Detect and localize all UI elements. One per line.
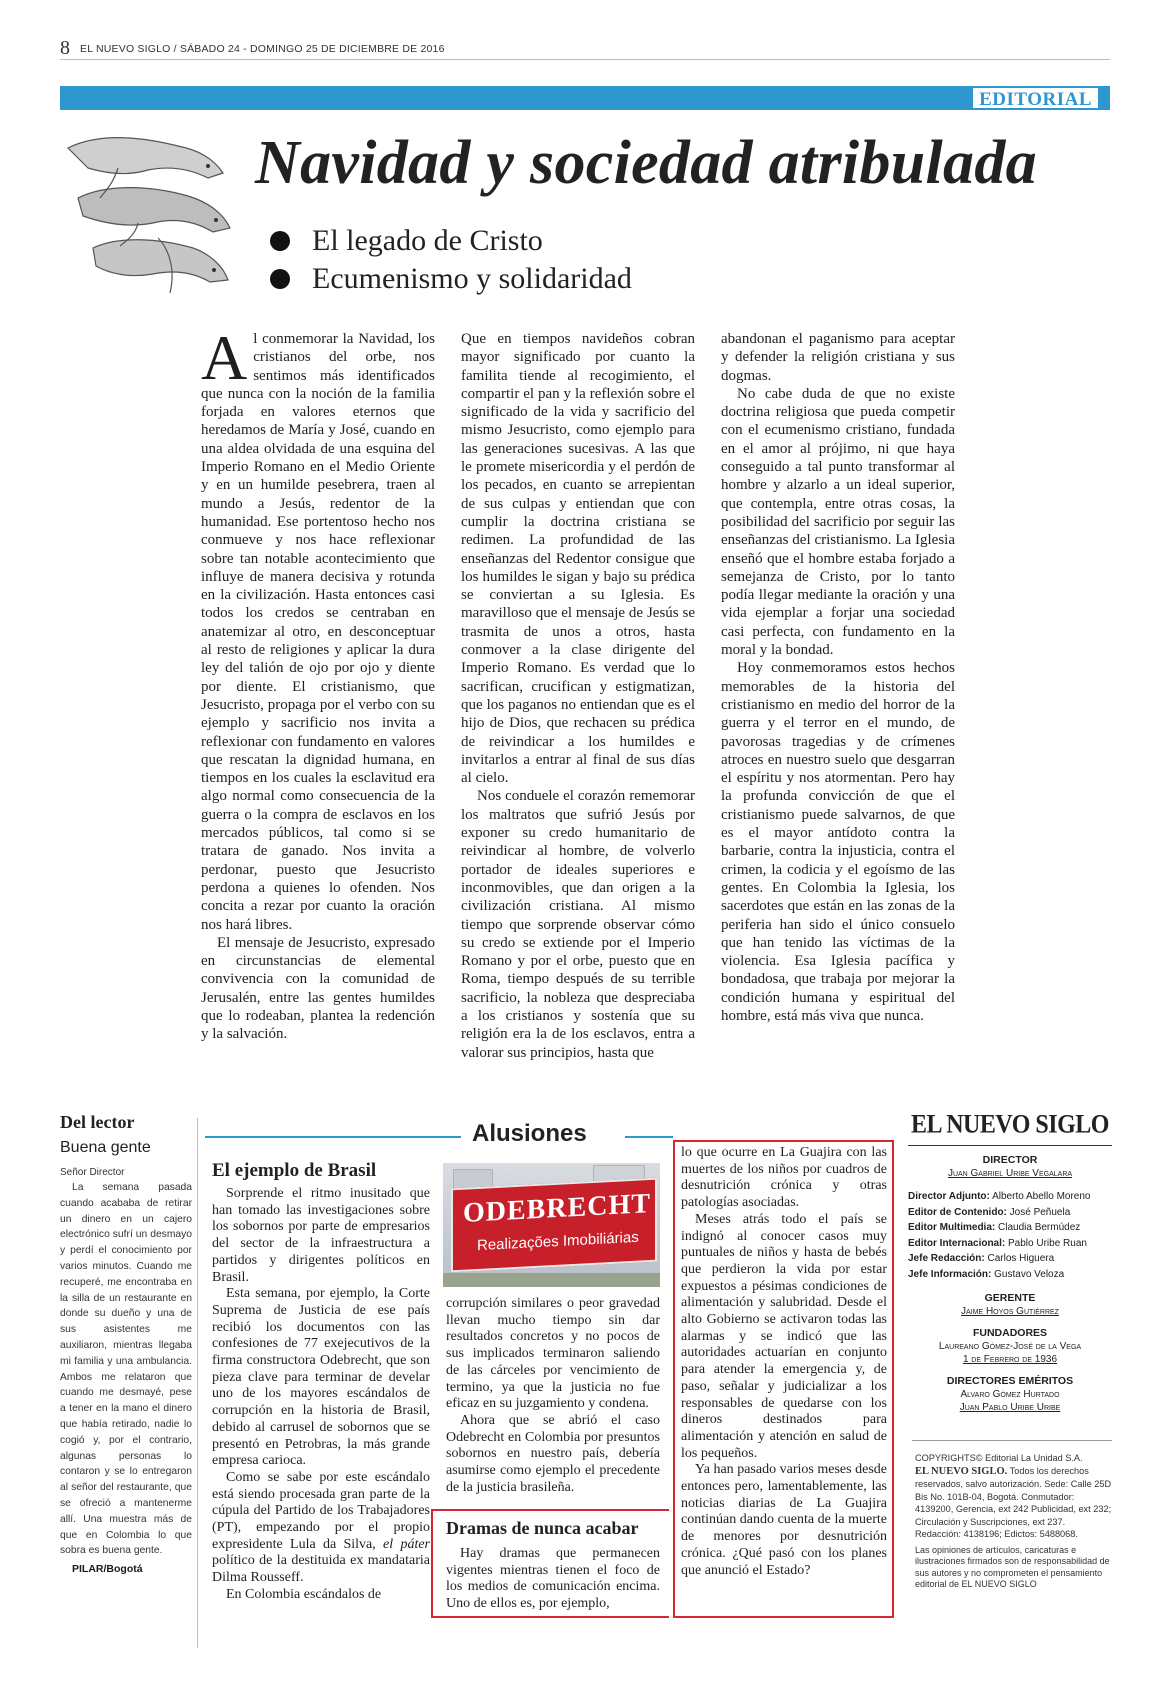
gerente-label: GERENTE [984, 1292, 1036, 1304]
paragraph: abandonan el paganismo para aceptar y defender la religión cristiana y sus dogmas. [721, 331, 955, 384]
odebrecht-subtitle: Realizações Imobiliárias [477, 1228, 639, 1255]
copyright-line: COPYRIGHTS© Editorial La Unidad S.A. [915, 1453, 1083, 1463]
staff-row: Director Adjunto: Alberto Abello Moreno [908, 1191, 1091, 1202]
paragraph: No cabe duda de que no existe doctrina religiosa que pueda competir con el ecumenismo cristiano, fundada en el amor al prójimo, ni que haya conseguido a tal punto transformar al hombre y alzarlo a un ideal superior, que contempla, entre otras cosas, la posibilidad del sacrificio por seguir las enseñanzas del cristianismo. La Iglesia enseñó que el hombre estaba forjado a semejanza de Cristo, por lo tanto podía llegar mediante la oración y una vida ejemplar a forjar una sociedad casi perfecta, con fundamento en la moral y la bondad. [721, 385, 955, 659]
brasil-heading: El ejemplo de Brasil [212, 1160, 377, 1181]
lector-signature: PILAR/Bogotá [72, 1563, 143, 1576]
dramas-heading: Dramas de nunca acabar [446, 1518, 639, 1538]
section-bar [60, 86, 1110, 110]
brasil-column [212, 1186, 430, 1604]
paragraph: Nos conduele el corazón rememorar los maltratos que sufrió Jesús por exponer su credo humanitario de reivindicar al hombre, de volverlo portador de ideales superiores e inconmovibles, que dan origen a la civilización cristiana. Al mismo tiempo que sorprende observar cómo su credo se extiende por el Imperio Romano y por el orbe, puesto que en Roma, tiempo después de su terrible sacrificio, la nobleza que despreciaba a los cristianos y sostenía que su religión era la de los esclavos, entra a valorar sus principios, hasta que [461, 788, 695, 1061]
drop-cap: A [201, 322, 248, 393]
page-folio [60, 38, 1110, 60]
bullet-item: El legado de Cristo [270, 222, 632, 260]
odebrecht-photo [443, 1163, 660, 1287]
paragraph: Hay dramas que permanecen vigentes mientras tienen el foco de los medios de comunicación encima. Uno de ellos es, por ejemplo, [446, 1546, 660, 1612]
column-divider [197, 1118, 198, 1648]
director-label: DIRECTOR [982, 1154, 1038, 1166]
staff-row: Jefe Redacción: Carlos Higuera [908, 1253, 1055, 1264]
staff-list [908, 1189, 1112, 1282]
paragraph: Que en tiempos navideños cobran mayor significado por cuanto la familita tiende al recogimiento, el compartir el pan y la reflexión sobre el significado de la vida y sacrificio del mismo Jesucristo, como ejemplo para las generaciones sucesivas. A las que le promete misericordia y el perdón de los pecados, en cuanto se arrepientan de sus culpas y entiendan que con cumplir la doctrina cristiana se redimen. La profundidad de las enseñanzas del Redentor consigue que los humildes le sigan y bajo su prédica se conviertan a su Iglesia. Es maravilloso que el mensaje de Jesús se trasmita de unos a otros, hasta conmover a la clase dirigente del Imperio Romano. Es verdad que lo sacrifican, crucifican y estigmatizan, que los paganos no entiendan que es el hijo de Dios, que rechacen su prédica de reivindicar a los humildes e invitarlos a entrar al final de sus días al cielo. [461, 331, 695, 787]
staff-row: Editor Internacional: Pablo Uribe Ruan [908, 1237, 1087, 1249]
paragraph: Ya han pasado varios meses desde entonces pero, lamentablemente, las noticias diarias de La Guajira continúan dando cuenta de la muerte de menores por desnutrición crónica. ¿Qué pasó con los planes que anunció el Estado? [681, 1462, 887, 1578]
emerito-name: Alvaro Gómez Hurtado [960, 1389, 1060, 1400]
lector-heading: Del lector [60, 1112, 135, 1132]
paragraph: Meses atrás todo el país se indignó al conocer casos muy puntuales de niños y hasta de bebés que perdieron la vida por estar expuestos a pésimas condiciones de alimentación y salubridad. Desde el alto Gobierno se activaron todas las alarmas y se indicó que las autoridades actuarían en conjunto para atender la emergencia y, de paso, señalar y judicializar a los responsables de quedarse con los dineros destinados para alimentación y atención en salud de los pequeños. [681, 1211, 887, 1461]
copyright-text: Todos los derechos reservados, salvo autorización. Sede: Calle 25D Bis No. 101B-04, Bogotá. Conmutador: 4139200, Gerencia, ext 242 Publicidad, ext 232; Circulación y Suscripciones, ext 237. Redacción: 4138196; Edictos: 5488068. [915, 1465, 1112, 1539]
middle-column [446, 1296, 660, 1496]
editorial-column-1 [201, 322, 435, 1044]
bullet-dot-icon [270, 231, 290, 251]
staff-row: Editor de Contenido: José Peñuela [908, 1206, 1071, 1218]
director-name: Juan Gabriel Uribe Vegalara [947, 1168, 1073, 1179]
paragraph: El mensaje de Jesucristo, expresado en circunstancias de elemental convivencia con la comunidad de Jerusalén, entre las gentes humildes que lo rodeaban, plantea la redención y la salvación. [201, 934, 435, 1043]
fundadores-label: FUNDADORES [972, 1327, 1048, 1339]
staff-row: Jefe Información: Gustavo Veloza [908, 1268, 1065, 1280]
editorial-bullets [270, 222, 632, 298]
alusiones-title: Alusiones [466, 1120, 593, 1148]
alusiones-rule-left [205, 1136, 461, 1138]
page-number: 8 [60, 37, 70, 59]
staff-row: Editor Multimedia: Claudia Bermúdez [908, 1222, 1081, 1233]
paragraph: Esta semana, por ejemplo, la Corte Suprema de Justicia de ese país recibió los documentos con las confesiones de 77 exejecutivos de la firma constructora Odebrecht, que son pieza clave para terminar de develar uno de los mayores escándalos de corrupción en la historia de Brasil, debido al carrusel de sobornos que se presentó en Petrobras, la más grande empresa carioca. [212, 1286, 430, 1469]
bullet-item: Ecumenismo y solidaridad [270, 260, 632, 298]
odebrecht-logo: ODEBRECHT [463, 1188, 651, 1229]
alusiones-rule-right [625, 1136, 673, 1138]
bullet-dot-icon [270, 269, 290, 289]
masthead [908, 1112, 1112, 1413]
paragraph: Como se sabe por este escándalo está siendo procesada gran parte de la cúpula del Partido de los Trabajadores (PT), empezando por el propio expresidente Lula da Silva, el páter político de la destituida ex mandataria Dilma Rousseff. [212, 1469, 430, 1586]
paragraph: En Colombia escándalos de [226, 1586, 382, 1602]
paragraph: lo que ocurre en La Guajira con las muertes de los niños por cuadros de desnutrición crónica y otras patologías asociadas. [681, 1145, 887, 1211]
fundadores-names: Laureano Gómez-José de la Vega [938, 1341, 1082, 1352]
dramas-intro [446, 1546, 660, 1613]
copyright-block [915, 1452, 1112, 1591]
editorial-column-2 [461, 330, 695, 1062]
lector-body: La semana pasada cuando acababa de retirar un dinero en un cajero electrónico sufrí un desmayo y perdí el conocimiento por varios minutos. Cuando me recuperé, me encontraba en la silla de un restaurante en donde su dueño y una de sus asistentes me auxiliaron, mientras llegaba mi familia y una ambulancia. Ambos me relataron que cuando me desmayé, pese a tener en la mano el dinero que había retirado, nadie lo cogió y, por el contrario, algunas personas lo contaron y se lo entregaron al señor del restaurante, que se ofreció a mantenerme allí. Una muestra más de que en Colombia lo que sobra es buena gente. [60, 1182, 192, 1557]
copyright-brand: EL NUEVO SIGLO. [915, 1465, 1008, 1477]
fundacion-date: 1 de Febrero de 1936 [962, 1354, 1058, 1365]
paragraph: Hoy conmemoramos estos hechos memorables de la historia del cristianismo en medio del horror de la guerra y el terror en el mundo, de pavorosas tragedias y de crímenes atroces en nuestro suelo que desgarran el espíritu y nos atormentan. Pero hay la profunda convicción de que el cristianismo puede salvarnos, de que es el mayor antídoto contra la barbarie, contra la injusticia, contra el crimen, la codicia y el egoísmo de las gentes. En Colombia la Iglesia, los sacerdotes que están en las zonas de la periferia han sido el único consuelo que han tenido las víctimas de la violencia. Esa Iglesia pacífica y bondadosa, que trabaja por mejorar la condición humana y espiritual del hombre, está más viva que nunca. [721, 660, 955, 1024]
emeritos-label: DIRECTORES EMÉRITOS [946, 1375, 1074, 1387]
paragraph: Al conmemorar la Navidad, los cristianos del orbe, nos sentimos más identificados que nunca con la noción de la familia forjada en valores eternos que heredamos de María y José, cuando en una aldea olvidada de una esquina del Imperio Romano en el Medio Oriente y en un humilde pesebrera, traen al mundo a Jesús, redentor de la humanidad. Ese portentoso hecho nos conmueve y nos hace reflexionar sobre tan notable acontecimiento que influye de manera decisiva y rotunda en la civilización. Hasta entonces casi todos los credos se centraban en anatemizar al otro, en desconceptuar al resto de religiones y aplicar la dura ley del talión de ojo por ojo y diente por diente. El cristianismo, que Jesucristo, propaga por el verbo con su ejemplo y sacrificio nos invita a reflexionar con fundamento en valores que rescatan la dignidad humana, en tiempos en los cuales la esclavitud era algo normal como consecuencia de la guerra o la compra de esclavos en los mercados públicos, tal como si se tratara de ganado. Nos invita a perdonar, puesto que Jesucristo perdona a quienes lo ofenden. Nos concita a rezar por cuanto la oración nos hará libres. [201, 322, 435, 933]
editorial-column-3 [721, 330, 955, 1025]
lector-salutation: Señor Director [60, 1167, 125, 1178]
paragraph: Ahora que se abrió el caso Odebrecht en Colombia por presuntos sobornos en nuestro país, debería asumirse como ejemplo el precedente de la justicia brasileña. [446, 1412, 660, 1495]
emerito-name: Juan Pablo Uribe Uribe [959, 1402, 1061, 1413]
folio-meta: EL NUEVO SIGLO / SÁBADO 24 - DOMINGO 25 DE DICIEMBRE DE 2016 [80, 42, 445, 55]
dramas-column [681, 1145, 887, 1579]
horses-illustration [58, 128, 238, 298]
newspaper-logo: EL NUEVO SIGLO [911, 1110, 1109, 1139]
paragraph: corrupción similares o peor gravedad llevan mucho tiempo sin dar resultados concretos y no pocos de sus implicados terminaron saliendo de las cárceles por vencimiento de termino, ya que la justicia no fue eficaz en su juzgamiento y condena. [446, 1296, 660, 1412]
editorial-headline: Navidad y sociedad atribulada [255, 129, 1037, 197]
paragraph: Sorprende el ritmo inusitado que han tomado las investigaciones sobre los sobornos por parte de empresarios del sector de la infraestructura a partidos y dirigentes políticos en Brasil. [212, 1186, 430, 1285]
letter-to-editor [60, 1112, 192, 1575]
lector-title: Buena gente [60, 1139, 151, 1156]
gerente-name: Jaime Hoyos Gutiérrez [961, 1306, 1059, 1317]
disclaimer: Las opiniones de artículos, caricaturas e ilustraciones firmados son de responsabilidad de sus autores y no comprometen el pensamiento editorial de EL NUEVO SIGLO [915, 1544, 1110, 1589]
section-label: EDITORIAL [971, 86, 1100, 110]
